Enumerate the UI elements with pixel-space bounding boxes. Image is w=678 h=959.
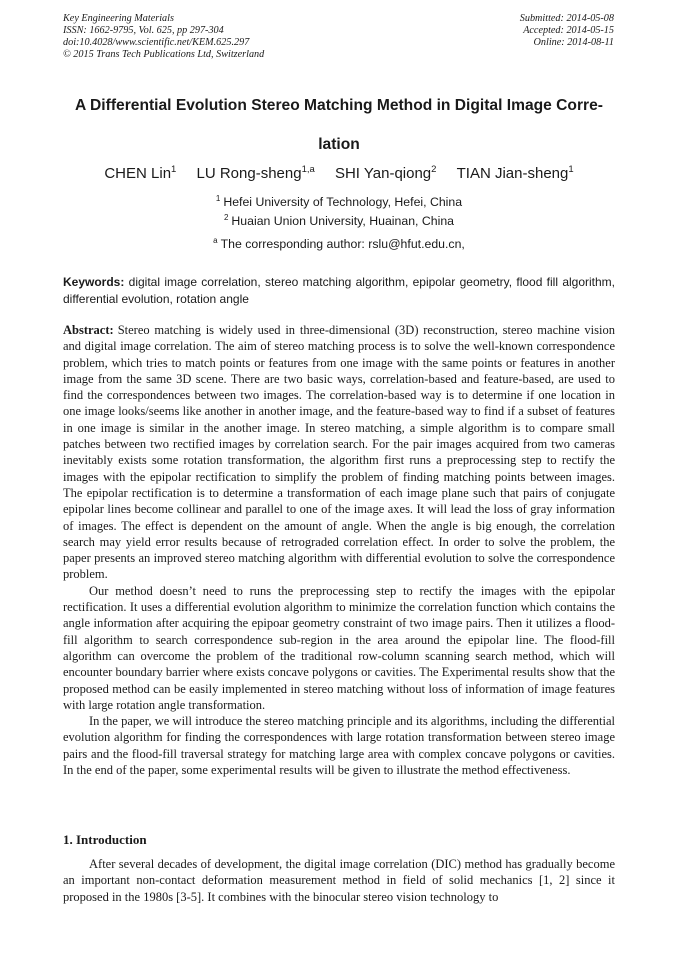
- author-list: [63, 164, 615, 182]
- keywords-text: digital image correlation, stereo matching algorithm, epipolar geometry, flood fill algorithm, differential evolution, rotation angle: [63, 275, 616, 306]
- affiliation-text: Hefei University of Technology, Hefei, China: [223, 195, 463, 210]
- intro-paragraph-1: After several decades of development, the digital image correlation (DIC) method has gradually become an important non-contact deformation measurement method in field of solid mechanics [1, 2] since it proposed in the 1980s [3-5]. It combines with the binocular stereo vision technology to: [63, 857, 615, 904]
- title-line-1: A Differential Evolution Stereo Matching Method in Digital Image Corre-: [75, 97, 603, 114]
- author-affil-mark: 1,a: [301, 164, 315, 175]
- issn-line: ISSN: 1662-9795, Vol. 625, pp 297-304: [63, 25, 224, 36]
- submitted-date: Submitted: 2014-05-08: [519, 13, 614, 24]
- abstract-paragraph-2: Our method doesn’t need to runs the preprocessing step to rectify the images with the epipolar rectification. It uses a differential evolution algorithm to minimize the correlation function which contains the angle information after acquiring the epipoar geometry constraint of two image pairs. Then it utilizes a flood-fill algorithm to search correspondence sub-region in the area around the epipolar line. The flood-fill algorithm can overcome the problem of the traditional row-column scanning search method, which will encounter boundary barrier where exists concave polygons or cavities. The Experimental results show that the proposed method can be easily implemented in stereo matching without loss of information of image features with large rotation angle transformation.: [63, 583, 615, 712]
- author-name: SHI Yan-qiong: [334, 165, 432, 182]
- author-name: LU Rong-sheng: [196, 165, 302, 182]
- affiliation-1: [63, 194, 615, 209]
- keywords-label: Keywords:: [63, 275, 125, 289]
- corresponding-text: The corresponding author: rslu@hfut.edu.cn,: [220, 237, 465, 252]
- author-name: CHEN Lin: [104, 165, 172, 182]
- online-date: Online: 2014-08-11: [533, 37, 614, 48]
- abstract-paragraph-3: In the paper, we will introduce the stereo matching principle and its algorithms, including the differential evolution algorithm for finding the correspondences with large rotation transformation between stereo image pairs and the flood-fill traversal strategy for matching large area with complex concave polygons or cavities. In the end of the paper, some experimental results will be given to illustrate the method effectiveness.: [63, 714, 615, 778]
- section-heading-introduction: 1. Introduction: [63, 832, 147, 847]
- affiliation-text: Huaian Union University, Huainan, China: [231, 214, 455, 229]
- abstract-text: Stereo matching is widely used in three-dimensional (3D) reconstruction, stereo machine vision and digital image correlation. The aim of stereo matching process is to solve the well-known correspondence problem, which tries to match points or features from one image with the same points or features in another image from the same 3D scene. There are two basic ways, correlation-based and feature-based, are used to find the correspondences between two images. The correlation-based way is to determine if one location in one image looks/seems like another in another image, and the feature-based way to find if a subset of features in one image is similar in the another image. In stereo matching, a simple algorithm is to compare small patches between two rectified images by correlation search. For the pair images acquired from two cameras inevitably exists some rotation transformation, the algorithm first runs a preprocessing step to rectify the images with the epipolar rectification to simplify the problem of finding matching points between images. The epipolar rectification is to determine a transformation of each image plane such that pairs of conjugate epipolar lines become collinear and parallel to one of the image axes. It will lead the loss of gray information of images. The effect is dependent on the amount of angle. When the angle is big enough, the correlation search may yield error results because of retrograded correlation effect. In order to solve the problem, the paper presents an improved stereo matching algorithm with differential evolution to solve the correspondence problem.: [63, 323, 615, 582]
- author-affil-mark: 1: [171, 164, 177, 175]
- affiliation-mark: 1: [215, 194, 221, 203]
- doi-line: doi:10.4028/www.scientific.net/KEM.625.297: [63, 37, 250, 48]
- paper-title: [63, 86, 615, 164]
- author: [197, 165, 315, 182]
- journal-name: Key Engineering Materials: [63, 13, 174, 24]
- dates-info: [520, 13, 614, 49]
- author: [335, 165, 436, 182]
- introduction: [63, 856, 615, 905]
- accepted-date: Accepted: 2014-05-15: [523, 25, 614, 36]
- title-line-2: lation: [318, 136, 360, 153]
- keywords: [63, 274, 615, 308]
- author: [104, 165, 176, 182]
- affiliation-2: [63, 213, 615, 228]
- abstract-label: Abstract:: [63, 323, 114, 337]
- abstract-paragraph-1: [63, 322, 615, 583]
- journal-info: [63, 13, 264, 61]
- copyright-line: © 2015 Trans Tech Publications Ltd, Switzerland: [63, 49, 265, 60]
- corresponding-author: [63, 236, 615, 251]
- author-name: TIAN Jian-sheng: [456, 165, 569, 182]
- corresponding-mark: a: [213, 236, 218, 245]
- author: [457, 165, 574, 182]
- author-affil-mark: 2: [431, 164, 437, 175]
- author-affil-mark: 1: [568, 164, 574, 175]
- abstract: [63, 322, 615, 778]
- affiliation-mark: 2: [223, 213, 229, 222]
